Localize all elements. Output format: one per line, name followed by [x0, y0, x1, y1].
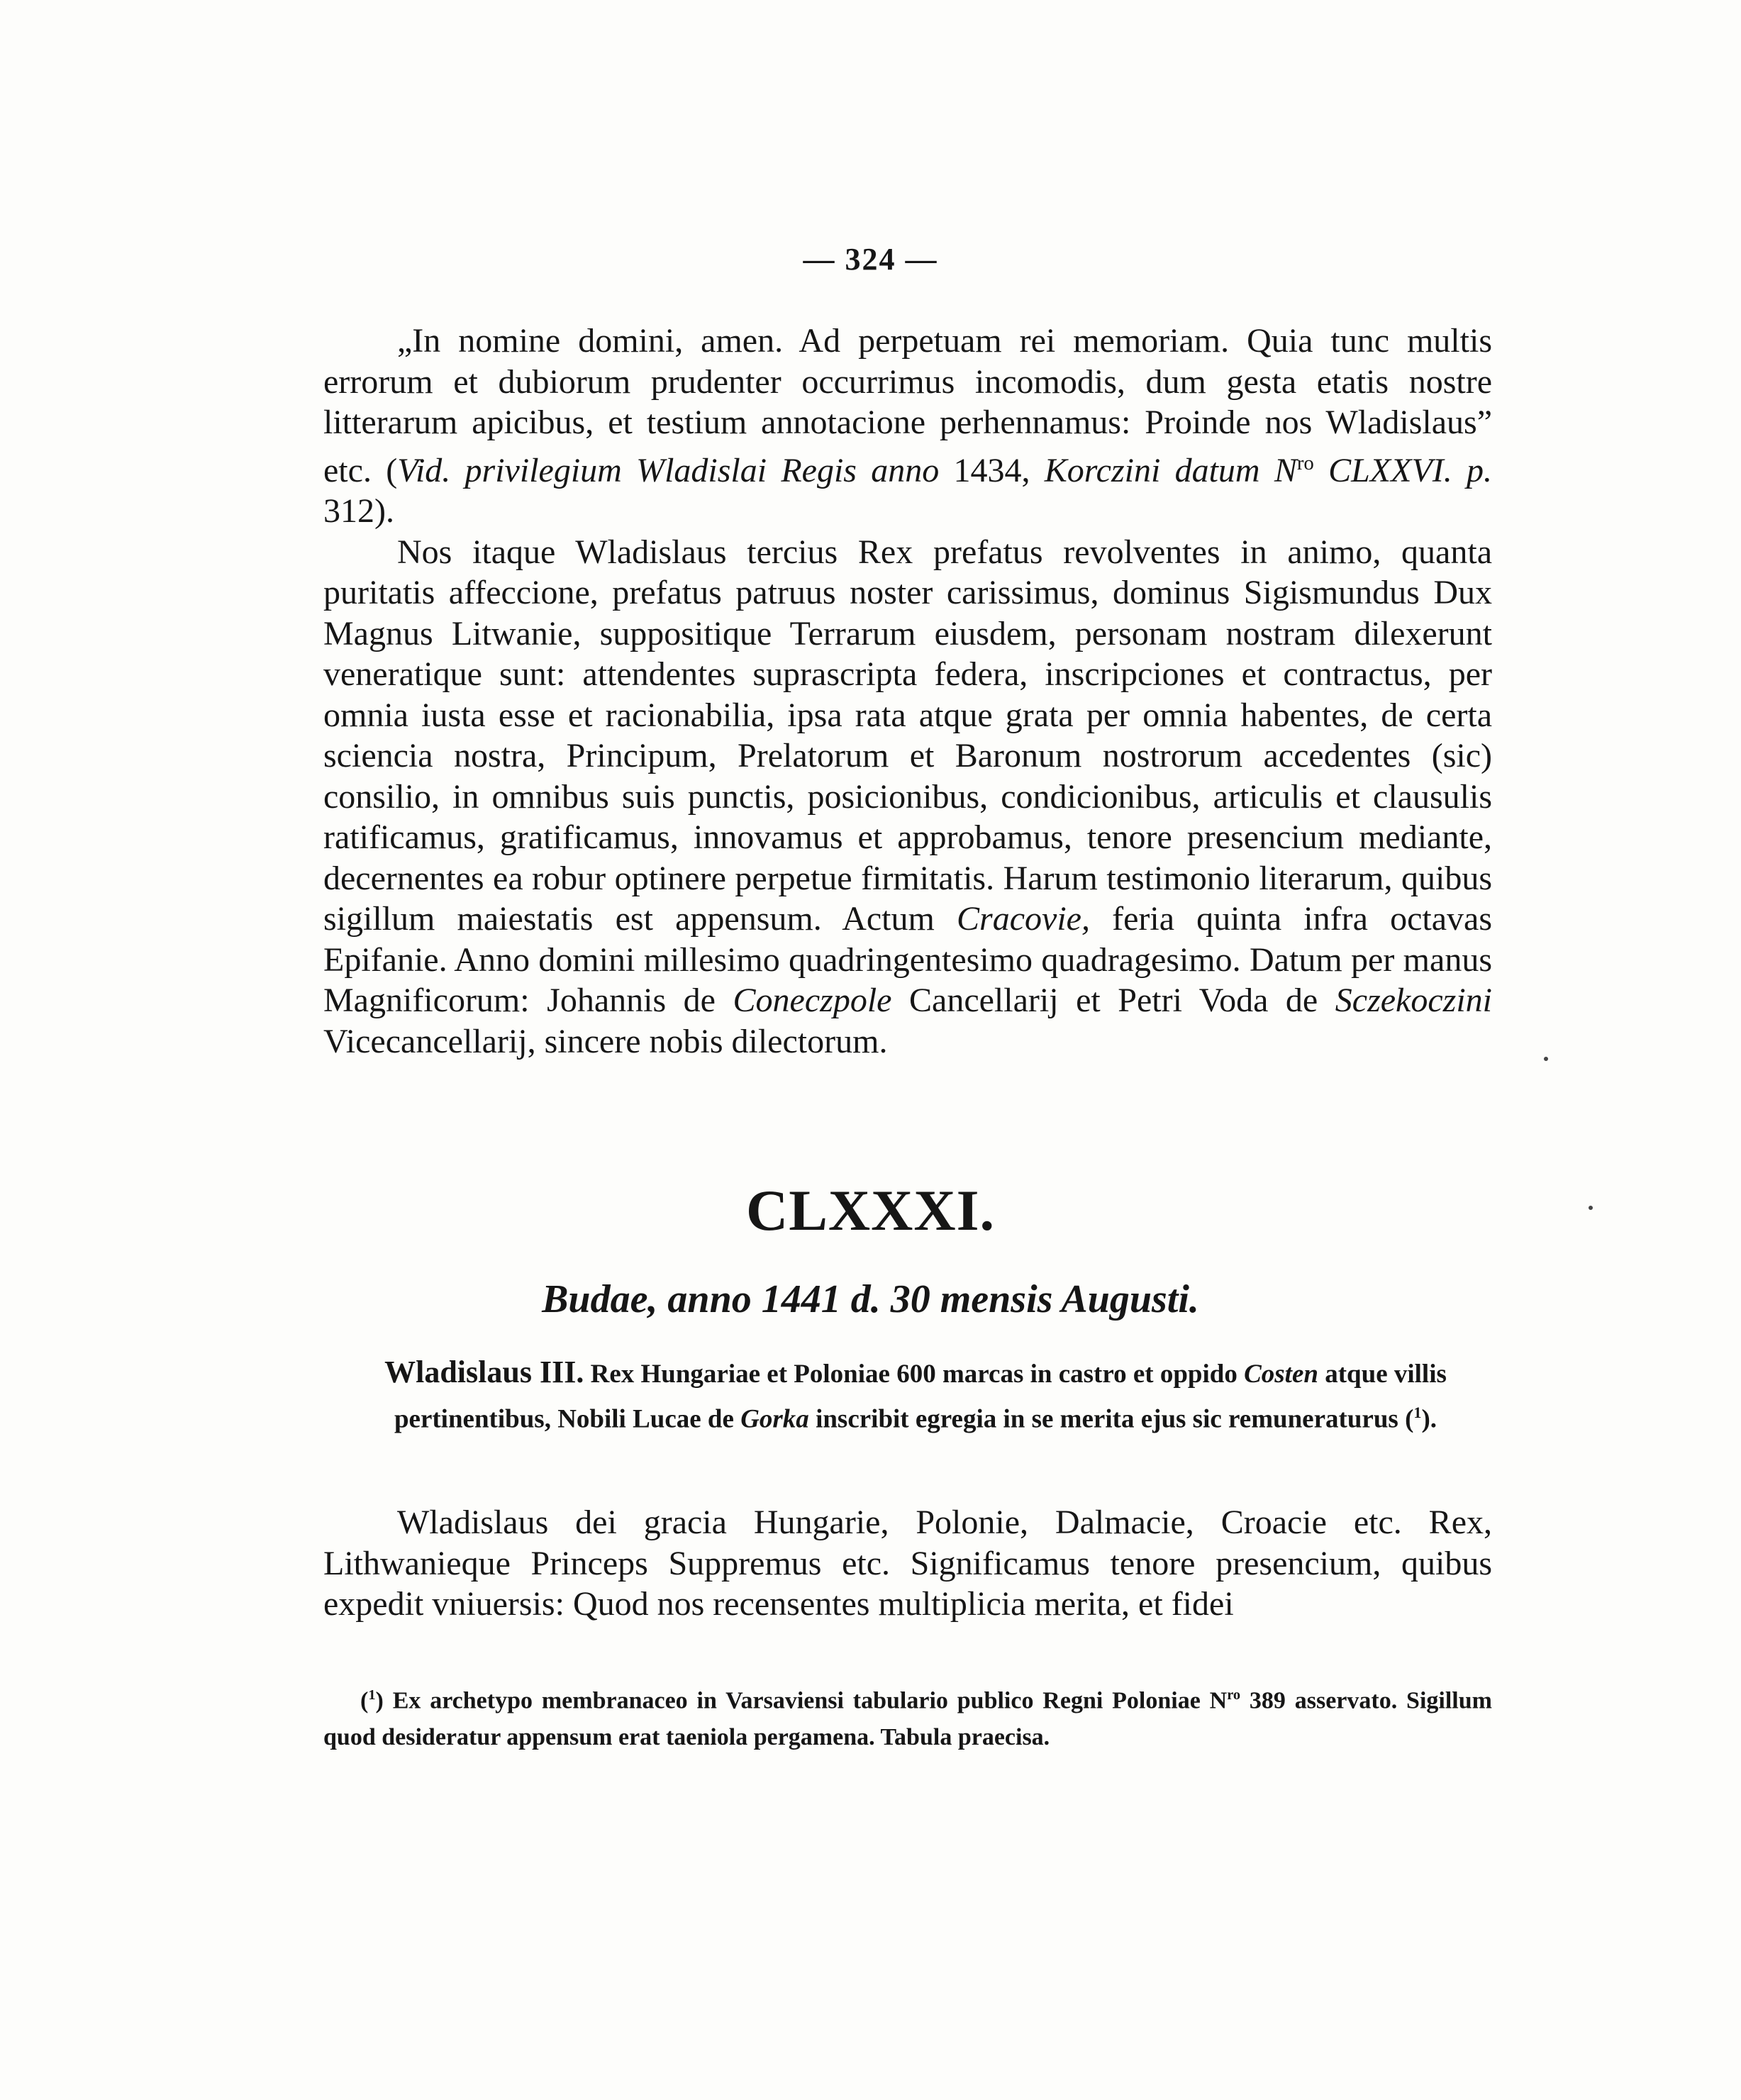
- italic-citation: Vid. privilegium Wladislai Regis anno: [397, 451, 940, 489]
- text-run: „In nomine domini, amen. Ad perpetuam rei memoriam. Quia tunc multis errorum et dubiorum prudenter occurrimus incomodis, dum gesta etatis nostre litterarum apicibus, et testium annotacione perhennamus: Proinde nos Wladislaus” etc. (: [323, 322, 1492, 489]
- paragraph-quote: [323, 321, 1492, 532]
- italic-place: Costen: [1244, 1360, 1318, 1389]
- text-run: Nos itaque Wladislaus tercius Rex prefatus revolventes in animo, quanta puritatis affeccione, prefatus patruus noster carissimus, dominus Sigismundus Dux Magnus Litwanie, suppositique Terrarum eiusdem, personam nostram dilexerunt veneratique sunt: attendentes suprascripta federa, inscripciones et contractus, per omnia iusta esse et racionabilia, ipsa rata atque grata per omnia habentes, de certa sciencia nostra, Principum, Prelatorum et Baronum nostrorum accedentes (sic) consilio, in omnibus suis punctis, posicionibus, condicionibus, articulis et clausulis ratificamus, gratificamus, innovamus et approbamus, tenore presencium mediante, decernentes ea robur optinere perpetue firmitatis. Harum testimonio literarum, quibus sigillum maiestatis est appensum. Actum: [323, 533, 1492, 938]
- scan-speck: [1544, 1057, 1548, 1061]
- document-date-heading: Budae, anno 1441 d. 30 mensis Augusti.: [542, 1277, 1199, 1321]
- text-run: ).: [1421, 1404, 1437, 1434]
- italic-place: Sczekoczini: [1335, 982, 1493, 1019]
- body-text-block-2: [323, 1502, 1492, 1625]
- text-run: 389 asservato. Sigillum quod desideratur appensum erat taeniola pergamena. Tabula praecisa.: [323, 1687, 1492, 1751]
- paragraph-charter-opening: Wladislaus dei gracia Hungarie, Polonie, Dalmacie, Croacie etc. Rex, Lithwanieque Princeps Suppremus etc. Significamus tenore presencium, quibus expedit vniuersis: Quod nos recensentes multiplicia merita, et fidei: [323, 1504, 1492, 1623]
- scan-speck: [1589, 1206, 1593, 1210]
- text-run: Vicecancellarij, sincere nobis dilectorum.: [323, 1022, 888, 1060]
- footnote-mark: 1: [368, 1687, 376, 1703]
- text-run: Ex archetypo membranaceo in Varsaviensi tabulario publico Regni Poloniae N: [383, 1687, 1228, 1714]
- text-run: 1434,: [939, 451, 1045, 489]
- document-summary: [339, 1353, 1492, 1438]
- italic-place: Cracovie,: [957, 900, 1090, 938]
- document-number-heading: CLXXXI.: [746, 1178, 995, 1243]
- italic-place: Gorka: [740, 1404, 809, 1434]
- page-number: — 324 —: [803, 242, 938, 277]
- text-run: 312).: [323, 492, 394, 530]
- text-run: Cancellarij et Petri Voda de: [891, 982, 1335, 1019]
- superscript: ro: [1296, 451, 1314, 474]
- body-text-block-1: [323, 321, 1492, 1062]
- paragraph-ratification: [323, 532, 1492, 1062]
- text-run: Rex Hungariae et Poloniae 600 marcas in castro et oppido: [584, 1360, 1245, 1389]
- footnote: ($^1$) Ex archetypo membranaceo in Varsaviensi tabulario publico Regni Poloniae $N^{ro}$ 389 asservato. Sigillum quod desideratur appensum erat taeniola pergamena. Tabula praecisa.: [323, 1687, 1492, 1751]
- italic-citation: Korczini datum N: [1044, 451, 1297, 489]
- text-run: feria quinta infra octavas Epifanie. Anno domini millesimo quadringentesimo quadragesimo. Datum per manus Magnificorum: Johannis de: [323, 900, 1493, 1019]
- italic-citation: CLXXVI. p.: [1313, 451, 1493, 489]
- text-run: inscribit egregia in se merita ejus sic remuneraturus (: [808, 1404, 1414, 1434]
- superscript: ro: [1227, 1687, 1241, 1703]
- summary-author: Wladislaus III.: [384, 1355, 584, 1389]
- italic-place: Coneczpole: [733, 982, 892, 1019]
- text-run: atque villis pertinentibus, Nobili Lucae de: [394, 1360, 1447, 1434]
- footnote-ref: 1: [1413, 1404, 1422, 1421]
